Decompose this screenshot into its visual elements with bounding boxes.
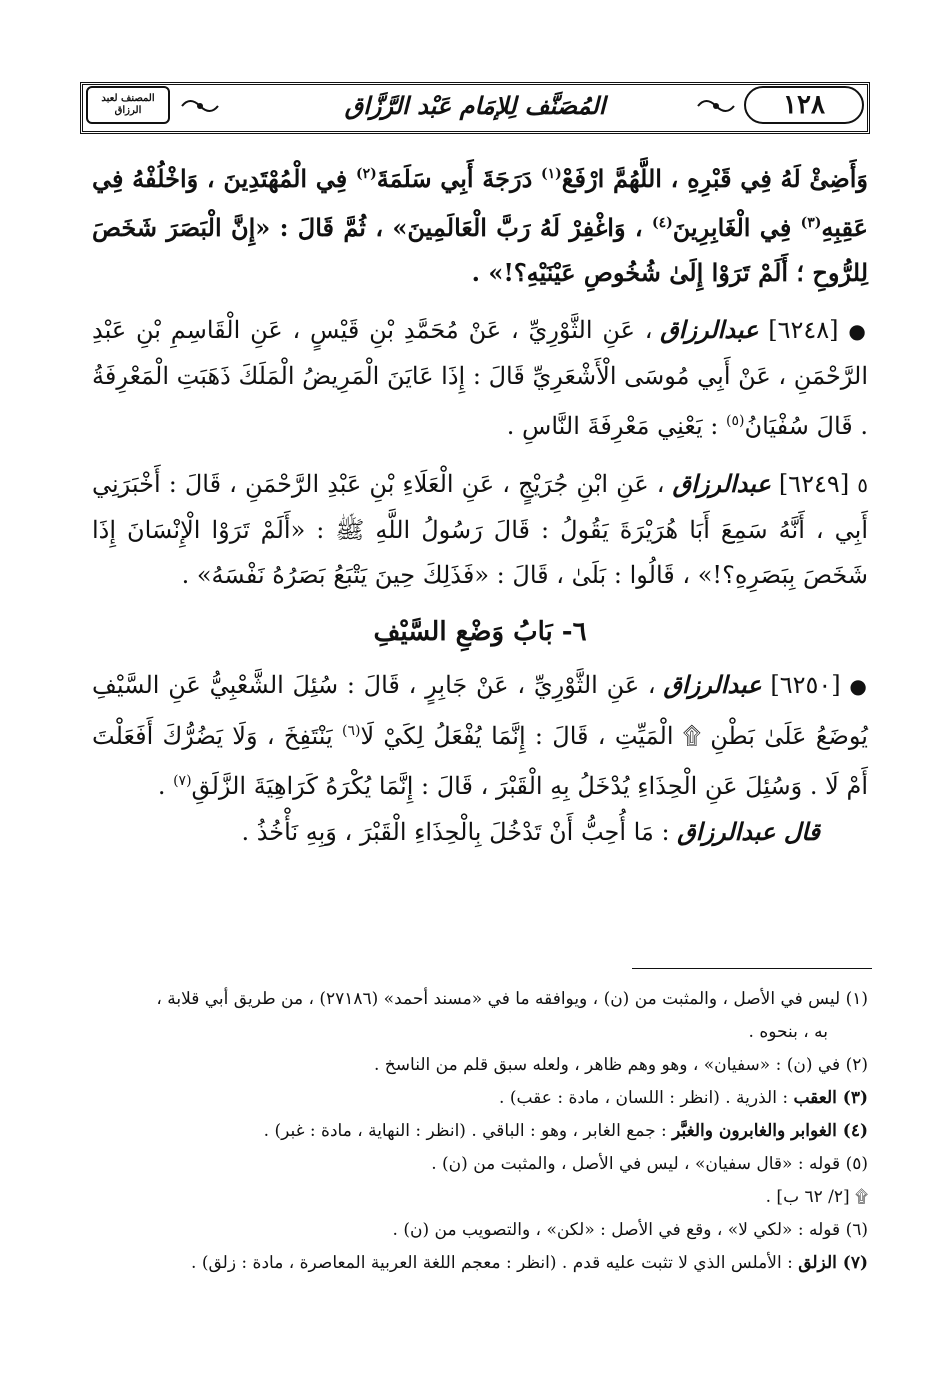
page-header (80, 82, 870, 134)
hadith-6248: ● [٦٢٤٨] عبدالرزاق ، عَنِ الثَّوْرِيِّ ، عَنْ مُحَمَّدِ بْنِ قَيْسٍ ، عَنِ الْقَاسِمِ بْنِ عَبْدِ الرَّحْمَنِ ، عَنْ أَبِي مُوسَى الْأَشْعَرِيِّ قَالَ : إِذَا عَايَنَ الْمَرِيضُ الْمَلَكَ ذَهَبَتِ الْمَعْرِفَةُ . قَالَ سُفْيَانُ$^{(٥)}$ : يَعْنِي مَعْرِفَةَ النَّاسِ . (92, 315, 868, 440)
footnote-ref: (٣) (800, 215, 822, 231)
footnote: (٥) قوله : «قال سفيان» ، ليس في الأصل ، والمثبت من (ن) . (431, 1154, 868, 1174)
footnote: (٣) العقب : الذرية . (انظر : اللسان ، مادة : عقب) . (499, 1088, 868, 1108)
narrator-name: عبدالرزاق (672, 469, 771, 498)
footnote-divider (632, 968, 872, 969)
page-number: ١٢٨ (744, 86, 864, 124)
footnote-ref: (١) (540, 166, 562, 182)
footnote: (٦) قوله : «لكي لا» ، وقع في الأصل : «لكن» ، والتصويب من (ن) . (392, 1220, 868, 1240)
footnote-ref: (٤) (651, 215, 673, 231)
main-text (92, 152, 868, 867)
footnote: (٤) الغوابر والغابرون والغبَّر : جمع الغابر ، وهو : الباقي . (انظر : النهاية ، مادة : غبر) . (263, 1121, 868, 1141)
ornament-icon (180, 96, 220, 116)
footnote-ref: (٥) (725, 413, 745, 429)
narrator-name: عبدالرزاق (663, 670, 762, 699)
footnote-ref: (٦) (341, 723, 361, 739)
bullet-marker: ● (849, 674, 869, 698)
author-comment: قال عبدالرزاق : مَا أُحِبُّ أَنْ تَدْخُلَ بِالْحِذَاءِ الْقَبْرَ ، وَبِهِ نَأْخُذُ . (241, 817, 820, 846)
footnote: (١) ليس في الأصل ، والمثبت من (ن) ، ويوافقه ما في «مسند أحمد» (٢٧١٨٦) ، من طريق أبي قلابة ، (156, 989, 868, 1009)
footnote-ref: (٧) (173, 773, 192, 789)
hadith-number: [٦٢٥٠] (770, 671, 841, 699)
hadith-6249: ٥ [٦٢٤٩] عبدالرزاق ، عَنِ ابْنِ جُرَيْجٍ ، عَنِ الْعَلَاءِ بْنِ عَبْدِ الرَّحْمَنِ ، قَالَ : أَخْبَرَنِي أَبِي ، أَنَّهُ سَمِعَ أَبَا هُرَيْرَةَ يَقُولُ : قَالَ رَسُولُ اللَّهِ ﷺ : «أَلَمْ تَرَوْا الْإِنْسَانَ إِذَا شَخَصَ بِبَصَرِهِ؟!» ، قَالُوا : بَلَىٰ ، قَالَ : «فَذَلِكَ حِينَ يَتْبَعُ بَصَرُهُ نَفْسَهُ» . (92, 469, 868, 589)
bullet-marker: ٥ (857, 473, 868, 497)
narrator-name: قال عبدالرزاق (677, 817, 820, 846)
footnote: (٧) الزلق : الأملس الذي لا تثبت عليه قدم . (انظر : معجم اللغة العربية المعاصرة ، مادة : زلق) . (191, 1253, 868, 1273)
book-emblem: المصنف لعبد الرزاق (86, 86, 170, 124)
hadith-6250: ● [٦٢٥٠] عبدالرزاق ، عَنِ الثَّوْرِيِّ ، عَنْ جَابِرٍ ، قَالَ : سُئِلَ الشَّعْبِيُّ عَنِ السَّيْفِ يُوضَعُ عَلَىٰ بَطْنِ ۩ الْمَيِّتِ ، قَالَ : إِنَّمَا يُفْعَلُ لِكَيْ لَا$^{(٦)}$ يَنْتَفِخَ ، وَلَا يَضُرُّكَ أَفَعَلْتَ أَمْ لَا . وَسُئِلَ عَنِ الْحِذَاءِ يُدْخَلُ بِهِ الْقَبْرَ ، قَالَ : إِنَّمَا يُكْرَهُ كَرَاهِيَةَ الزَّلَقِ$^{(٧)}$ . قال عبدالرزاق : مَا أُحِبُّ أَنْ تَدْخُلَ بِالْحِذَاءِ الْقَبْرَ ، وَبِهِ نَأْخُذُ . (92, 662, 868, 855)
footnote: به ، بنحوه . (748, 1022, 828, 1042)
paragraph-continuation: وَأَضِئْ لَهُ فِي قَبْرِهِ ، اللَّهُمَّ ارْفَعْ$^{(١)}$ دَرَجَةَ أَبِي سَلَمَةَ$^{(٢)}$ فِي الْمُهْتَدِينَ ، وَاخْلُفْهُ فِي عَقِبِهِ$^{(٣)}$ فِي الْغَابِرِينَ$^{(٤)}$ ، وَاغْفِرْ لَهُ رَبَّ الْعَالَمِينَ» ، ثُمَّ قَالَ : «إِنَّ الْبَصَرَ شَخَصَ لِلرُّوحِ ؛ أَلَمْ تَرَوْا إِلَىٰ شُخُوصِ عَيْنَيْهِ؟!» . (92, 164, 869, 287)
hadith-number: [٦٢٤٨] (768, 316, 839, 344)
footnote: ۩ [٢/ ٦٢ ب] . (765, 1187, 868, 1207)
footnotes (78, 983, 868, 1280)
bullet-marker: ● (848, 319, 868, 343)
book-title: المُصَنَّف لِلإمَام عَبْد الرَّزَّاق (344, 91, 606, 120)
chapter-heading: ٦- بَابُ وَضْعِ السَّيْفِ (373, 617, 587, 647)
footnote: (٢) في (ن) : «سفيان» ، وهو وهم ظاهر ، ولعله سبق قلم من الناسخ . (374, 1055, 868, 1075)
hadith-number: [٦٢٤٩] (778, 470, 850, 498)
footnote-ref: (٢) (355, 166, 377, 182)
narrator-name: عبدالرزاق (660, 315, 759, 344)
